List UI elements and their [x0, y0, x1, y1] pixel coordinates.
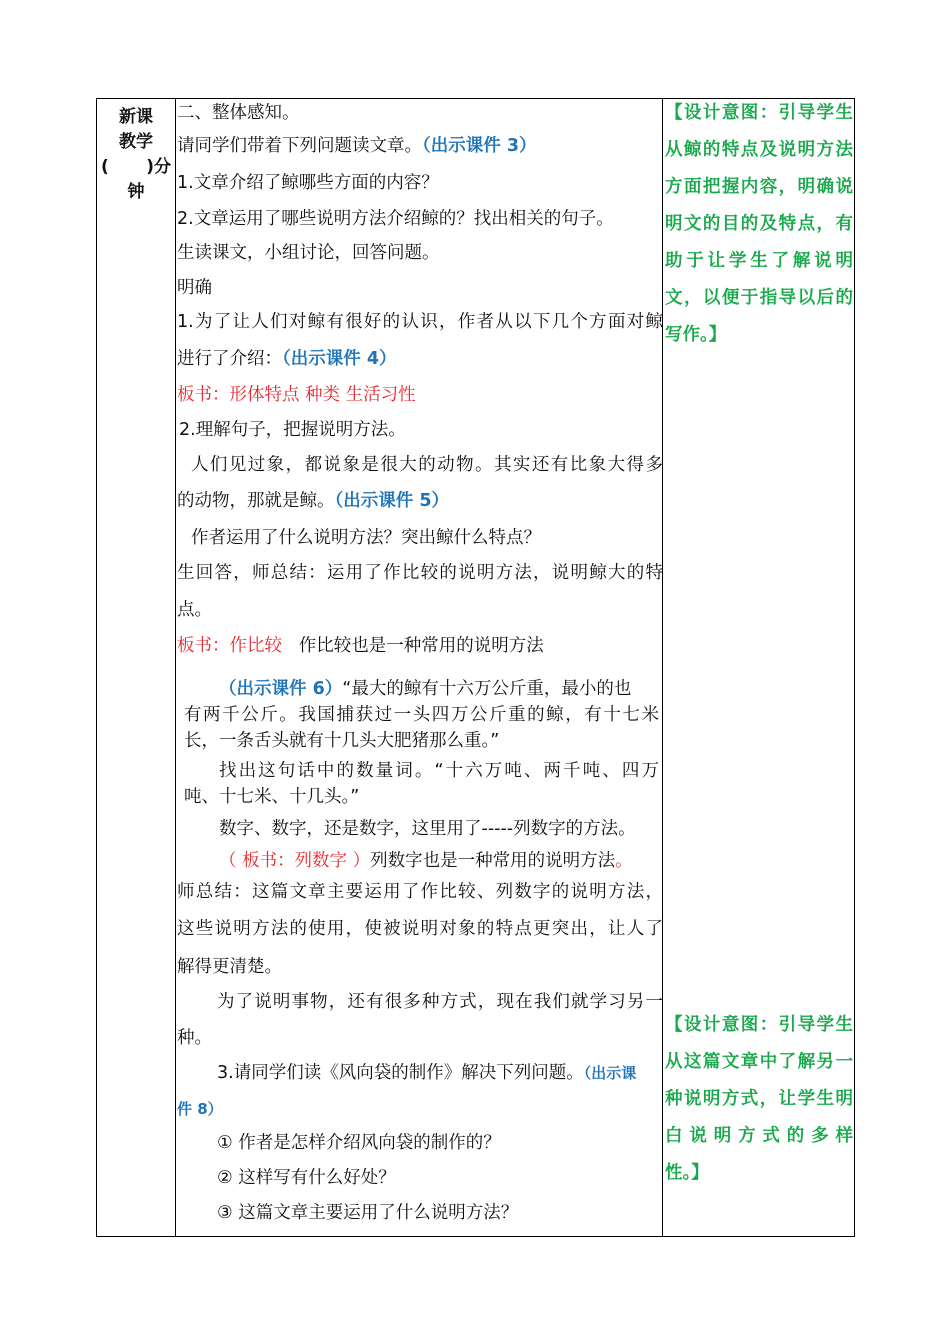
teacher-summary-line-1: 师总结：这篇文章主要运用了作比较、列数字的说明方法，	[177, 882, 663, 902]
quote-line-1	[219, 677, 663, 701]
board-note-3-text: 列数字也是一种常用的说明方法	[370, 851, 616, 871]
sub-question-2: ② 这样写有什么好处？	[217, 1168, 396, 1188]
more-methods-line-1: 为了说明事物，还有很多种方式，现在我们就学习另一	[217, 992, 663, 1012]
teacher-summary-line-3: 解得更清楚。	[177, 957, 282, 977]
slide-ref-3: （出示课件 3）	[422, 136, 537, 156]
answer-1-line-1: 1.为了让人们对鲸有很好的认识，作者从以下几个方面对鲸	[177, 312, 663, 332]
question-intro	[177, 134, 663, 158]
quote-line-3: 长，一条舌头就有十几头大肥猪那么重。”	[184, 731, 500, 751]
label-paren-close: )分	[146, 157, 171, 177]
board-note-1: 板书：形体特点 种类 生活习性	[177, 385, 416, 405]
sub-question-1: ① 作者是怎样介绍风向袋的制作的？	[217, 1133, 501, 1153]
board-note-2-label: 板书：作比较	[177, 636, 282, 656]
note-2-line-5: 性。】	[665, 1163, 709, 1183]
note-1-line-3: 方面把握内容，明确说	[665, 177, 853, 197]
quote-line-2: 有两千公斤。我国捕获过一头四万公斤重的鲸，有十七米	[184, 705, 659, 725]
question-intro-text: 请同学们带着下列问题读文章。	[177, 136, 422, 156]
student-activity: 生读课文，小组讨论，回答问题。	[177, 243, 440, 263]
note-1-line-5: 助于让学生了解说明	[665, 251, 853, 271]
section-heading: 二、整体感知。	[177, 103, 300, 123]
note-1-line-7: 写作。】	[665, 325, 727, 345]
note-2-line-1: 【设计意图：引导学生	[665, 1015, 853, 1035]
question-1: 1.文章介绍了鲸哪些方面的内容？	[177, 173, 439, 193]
example-line-2	[177, 489, 663, 513]
label-duration	[97, 155, 175, 180]
numbers-method: 数字、数字，还是数字，这里用了-----列数字的方法。	[219, 819, 636, 839]
summary-line-2: 点。	[177, 600, 212, 620]
numbers-line-1: 找出这句话中的数量词。“十六万吨、两千吨、四万	[219, 761, 659, 781]
note-1-line-1: 【设计意图：引导学生	[665, 103, 853, 123]
more-methods-line-2: 种。	[177, 1028, 212, 1048]
answer-2: 2.理解句子，把握说明方法。	[179, 420, 406, 440]
board-note-3	[219, 849, 663, 873]
example-text: 的动物，那就是鲸。	[177, 491, 335, 511]
example-line-1: 人们见过象，都说象是很大的动物。其实还有比象大得多	[191, 455, 663, 475]
label-line-4: 钟	[127, 182, 145, 202]
slide-ref-8-part-1: （出示课	[583, 1064, 637, 1082]
label-line-2: 教学	[119, 132, 153, 152]
question-2: 2.文章运用了哪些说明方法介绍鲸的？找出相关的句子。	[177, 209, 614, 229]
question-3-text: 3.请同学们读《风向袋的制作》解决下列问题。	[217, 1063, 584, 1083]
lesson-table	[96, 98, 855, 1237]
slide-ref-8-part-2: 件 8）	[177, 1100, 223, 1118]
summary-line-1: 生回答，师总结：运用了作比较的说明方法，说明鲸大的特	[177, 563, 663, 583]
method-question: 作者运用了什么说明方法？突出鲸什么特点？	[191, 528, 541, 548]
slide-ref-6: （出示课件 6）	[219, 679, 343, 699]
note-1-line-4: 明文的目的及特点，有	[665, 214, 853, 234]
answer-1-line-2	[177, 347, 663, 371]
clarify-label: 明确	[177, 278, 212, 298]
note-2-line-3: 种说明方式，让学生明	[665, 1089, 853, 1109]
board-note-2	[177, 634, 663, 658]
board-note-3-end: 。	[615, 851, 633, 871]
note-2-line-4: 白说明方式的多样	[665, 1126, 853, 1146]
quote-text-1: “最大的鲸有十六万公斤重，最小的也	[342, 679, 632, 699]
label-paren-open: (	[101, 157, 109, 177]
section-label	[97, 105, 175, 205]
column-divider-1	[175, 99, 176, 1236]
note-1-line-2: 从鲸的特点及说明方法	[665, 140, 853, 160]
slide-ref-5: （出示课件 5）	[334, 491, 450, 511]
sub-question-3: ③ 这篇文章主要运用了什么说明方法？	[217, 1203, 519, 1223]
slide-ref-4: （出示课件 4）	[282, 349, 397, 369]
answer-1-text: 进行了介绍：	[177, 349, 282, 369]
question-3	[217, 1061, 663, 1085]
note-1-line-6: 文，以便于指导以后的	[665, 288, 853, 308]
board-note-3-label: （ 板书：列数字 ）	[219, 851, 371, 871]
teacher-summary-line-2: 这些说明方法的使用，使被说明对象的特点更突出，让人了	[177, 919, 663, 939]
note-2-line-2: 从这篇文章中了解另一	[665, 1052, 853, 1072]
numbers-line-2: 吨、十七米、十几头。”	[184, 787, 360, 807]
label-line-1: 新课	[119, 107, 153, 127]
board-note-2-text: 作比较也是一种常用的说明方法	[298, 636, 544, 656]
